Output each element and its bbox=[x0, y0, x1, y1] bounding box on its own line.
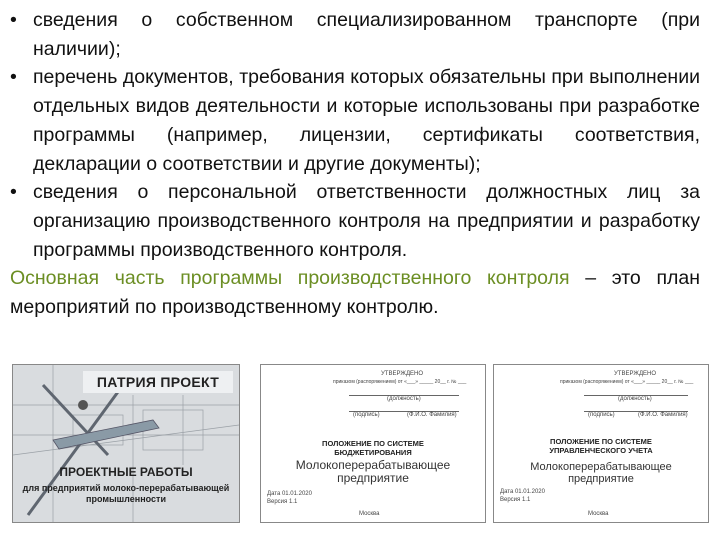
highlight-text: Основная часть программы производственного контроля bbox=[10, 267, 570, 290]
doc-date: Дата 01.01.2020 bbox=[267, 491, 312, 497]
doc-date: Дата 01.01.2020 bbox=[500, 489, 545, 495]
doc-city: Москва bbox=[359, 511, 380, 517]
doc-position: (должность) bbox=[618, 396, 652, 402]
doc-order-line: приказом (распоряжением) от «___» _____ 20__ г. № ___ bbox=[333, 379, 467, 385]
doc-label-line: Молокоперерабатывающее bbox=[295, 458, 451, 472]
doc-approve: УТВЕРЖДЕНО bbox=[381, 371, 424, 377]
doc-title-line: ПОЛОЖЕНИЕ ПО СИСТЕМЕ bbox=[550, 437, 652, 446]
doc-title-line: ПОЛОЖЕНИЕ ПО СИСТЕМЕ bbox=[322, 439, 424, 448]
cover-subtitle-line: промышленности bbox=[86, 494, 166, 504]
doc-company-label bbox=[494, 461, 708, 485]
doc-city: Москва bbox=[588, 511, 609, 517]
doc-label-line: Молокоперерабатывающее bbox=[530, 461, 672, 473]
doc-approve: УТВЕРЖДЕНО bbox=[614, 371, 657, 377]
bullet-text: сведения о персональной ответственности должностных лиц за организацию производственного контроля на предприятии и разработку программы производственного контроля. bbox=[33, 181, 700, 261]
doc-version: Версия 1.1 bbox=[500, 497, 531, 503]
paragraph-rest: – это план мероприятий по производственному контролю. bbox=[10, 267, 700, 319]
cover-works-title: ПРОЕКТНЫЕ РАБОТЫ bbox=[59, 465, 193, 479]
doc-position: (должность) bbox=[387, 396, 421, 402]
cover-subtitle-line: для предприятий молоко-перерабатывающей bbox=[22, 483, 230, 493]
doc-label-line: предприятие bbox=[337, 471, 409, 485]
bullet-dot: • bbox=[10, 66, 17, 89]
doc-title-line: БЮДЖЕТИРОВАНИЯ bbox=[334, 448, 412, 457]
bullet-text: перечень документов, требования которых обязательны при выполнении отдельных видов деятельности и которые использованы при разработке программы (например, лицензии, сертификаты соответствия, декларации о соответствии и другие документы); bbox=[33, 66, 700, 175]
doc-title bbox=[494, 437, 708, 455]
bullet-documents bbox=[10, 63, 700, 178]
doc-order-line: приказом (распоряжением) от «___» _____ 20__ г. № ___ bbox=[560, 379, 694, 385]
doc-title-line: УПРАВЛЕНЧЕСКОГО УЧЕТА bbox=[549, 446, 653, 455]
summary-paragraph bbox=[10, 264, 700, 321]
bullet-dot: • bbox=[10, 181, 17, 204]
cover-banner: ПАТРИЯ ПРОЕКТ bbox=[83, 371, 233, 393]
doc-name: (Ф.И.О. Фамилия) bbox=[407, 412, 457, 418]
doc-signature: (подпись) bbox=[353, 412, 380, 418]
bullet-responsibility bbox=[10, 178, 700, 264]
doc-signature: (подпись) bbox=[588, 412, 615, 418]
project-cover-image bbox=[12, 364, 240, 523]
doc-company-label bbox=[261, 459, 485, 485]
cover-subtitle bbox=[19, 483, 233, 505]
doc-title bbox=[261, 439, 485, 457]
bullet-transport bbox=[10, 6, 700, 63]
bullet-text: сведения о собственном специализированном транспорте (при наличии); bbox=[33, 9, 700, 60]
accounting-document-image bbox=[493, 364, 709, 523]
main-text bbox=[10, 6, 700, 322]
doc-label-line: предприятие bbox=[568, 473, 634, 485]
doc-version: Версия 1.1 bbox=[267, 499, 298, 505]
doc-name: (Ф.И.О. Фамилия) bbox=[638, 412, 688, 418]
budgeting-document-image bbox=[260, 364, 486, 523]
bullet-dot: • bbox=[10, 9, 17, 31]
